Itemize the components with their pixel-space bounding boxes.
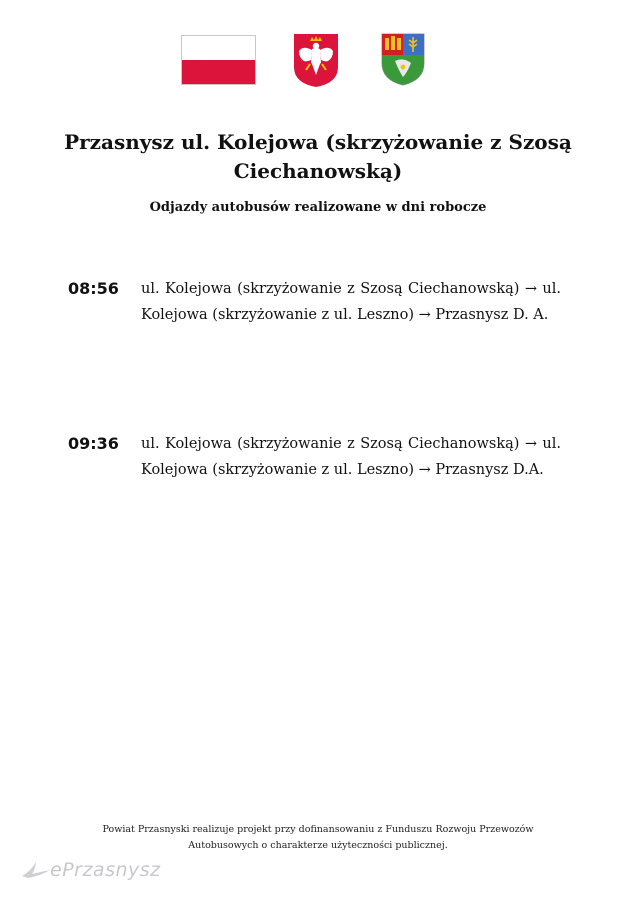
footer-line: Powiat Przasnyski realizuje projekt przy dofinansowaniu z Funduszu Rozwoju Przewozów [102, 824, 534, 835]
header-emblems [0, 33, 636, 88]
departure-route: ul. Kolejowa (skrzyżowanie z Szosą Ciechanowską) → ul. Kolejowa (skrzyżowanie z ul. Leszno) → Przasnysz D.A. [141, 436, 561, 478]
watermark-text: ePrzasnysz [50, 859, 161, 881]
county-coat-of-arms-icon [381, 33, 425, 86]
funding-footer [60, 822, 576, 854]
departure-route: ul. Kolejowa (skrzyżowanie z Szosą Ciechanowską) → ul. Kolejowa (skrzyżowanie z ul. Leszno) → Przasnysz D. A. [141, 281, 561, 323]
page-subtitle: Odjazdy autobusów realizowane w dni robocze [149, 200, 487, 215]
bird-logo-icon [20, 858, 52, 882]
page-title: Przasnysz ul. Kolejowa (skrzyżowanie z Szosą Ciechanowską) [64, 130, 572, 183]
departure-time: 08:56 [68, 279, 119, 298]
footer-line: Autobusowych o charakterze użyteczności publicznej. [188, 840, 448, 851]
departure-time: 09:36 [68, 434, 119, 453]
polish-flag-icon [181, 35, 256, 85]
polish-eagle-emblem-icon [293, 33, 339, 88]
